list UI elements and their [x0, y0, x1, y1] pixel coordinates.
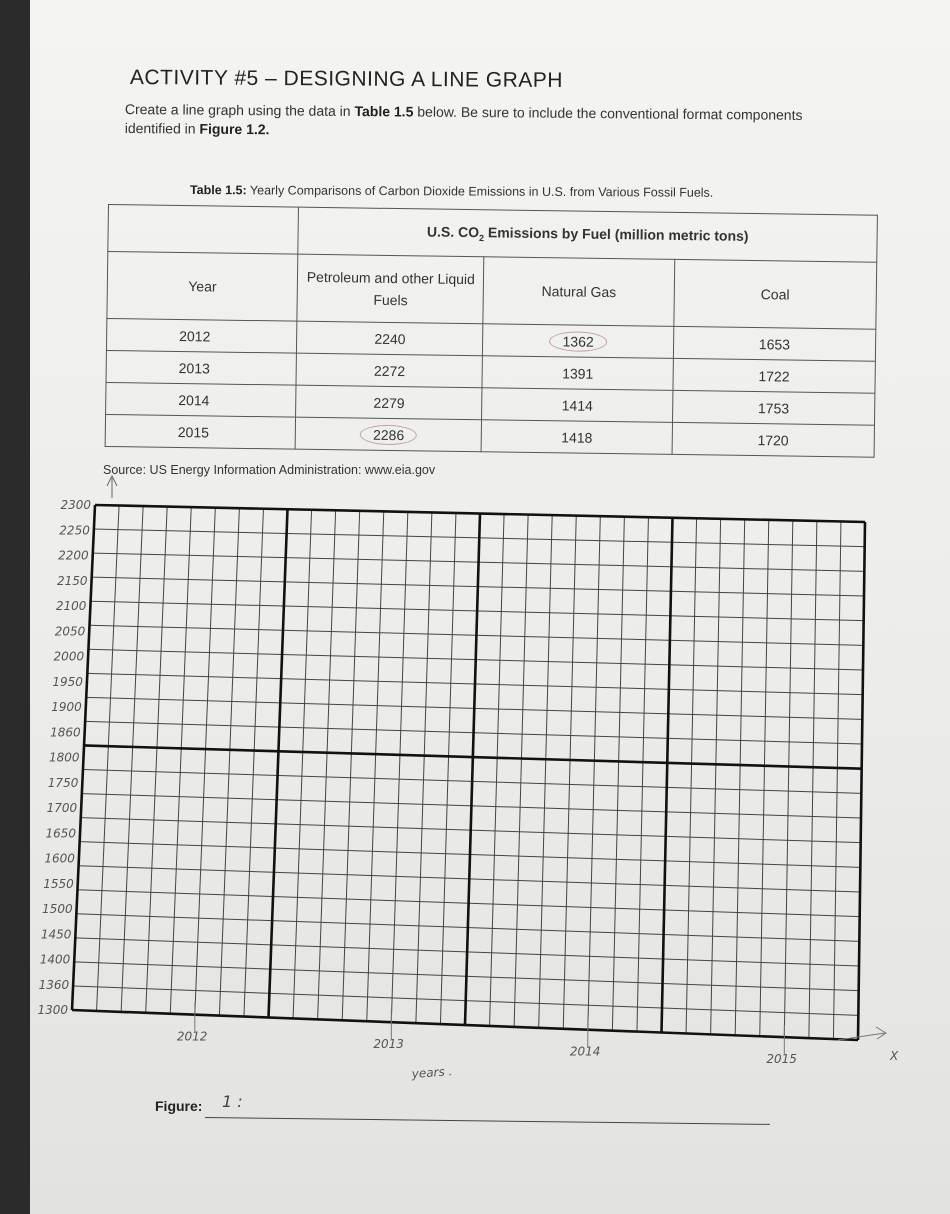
- header-year: Year: [107, 252, 298, 322]
- figure-label: Figure:: [155, 1098, 203, 1114]
- y-axis-label: 1700: [46, 801, 78, 815]
- grid-minor-vertical: [195, 508, 216, 1015]
- table-reference: Table 1.5: [354, 103, 414, 120]
- table-caption-label: Table 1.5:: [189, 183, 247, 198]
- grid-minor-vertical: [244, 509, 264, 1017]
- header-coal: Coal: [674, 259, 877, 329]
- circled-value: 1362: [549, 331, 606, 352]
- cell-petroleum: 2279: [296, 385, 483, 420]
- grid-minor-vertical: [170, 507, 191, 1014]
- y-axis-label: 2000: [53, 649, 85, 664]
- y-axis-label: 1550: [43, 876, 74, 891]
- instructions-text-middle: below. Be sure to include the conventional format components identified in: [124, 103, 803, 137]
- grid-major-vertical: [465, 514, 480, 1026]
- y-axis-label: 1300: [37, 1003, 68, 1017]
- table-caption-text: Yearly Comparisons of Carbon Dioxide Emissions in U.S. from Various Fossil Fuels.: [246, 183, 714, 200]
- grid-minor-vertical: [612, 517, 624, 1031]
- group-header-suffix: Emissions by Fuel (million metric tons): [483, 223, 749, 244]
- grid-minor-vertical: [490, 514, 505, 1026]
- y-axis-label: 2300: [60, 498, 91, 512]
- grid-minor-vertical: [637, 517, 649, 1031]
- figure-number[interactable]: 1 :: [222, 1092, 243, 1111]
- grid-minor-vertical: [711, 519, 721, 1035]
- y-axis-label: 1950: [52, 674, 83, 689]
- grid-minor-vertical: [416, 512, 432, 1023]
- x-axis-symbol: X: [890, 1049, 899, 1063]
- cell-natural-gas: 1418: [482, 420, 673, 455]
- grid-major-vertical: [858, 522, 865, 1040]
- cell-coal: 1720: [672, 422, 875, 457]
- x-axis-title: years .: [411, 1064, 453, 1081]
- x-axis-label: 2015: [766, 1052, 797, 1067]
- grid-minor-vertical: [833, 521, 841, 1039]
- instructions-text-start: Create a line graph using the data in: [124, 100, 355, 120]
- y-axis-label: 2100: [55, 599, 87, 613]
- y-axis-label: 1900: [51, 700, 82, 714]
- cell-year: 2015: [105, 414, 296, 449]
- x-axis-label: 2013: [373, 1037, 404, 1052]
- cell-coal: 1653: [673, 326, 876, 361]
- grid-minor-lines: [73, 506, 865, 1040]
- cell-natural-gas: 1391: [482, 356, 673, 391]
- cell-petroleum: 2272: [296, 353, 483, 388]
- grid-minor-vertical: [563, 516, 576, 1029]
- grid-major-vertical: [269, 509, 288, 1017]
- grid-minor-vertical: [514, 515, 528, 1027]
- grid-minor-vertical: [391, 512, 408, 1022]
- grid-minor-vertical: [219, 508, 239, 1015]
- grid-minor-vertical: [146, 507, 168, 1013]
- co2-subscript: 2: [478, 232, 485, 243]
- grid-minor-vertical: [440, 513, 456, 1024]
- grid-minor-vertical: [760, 520, 769, 1036]
- y-axis-label: 1860: [50, 725, 81, 740]
- grid-minor-vertical: [342, 511, 360, 1020]
- grid-minor-vertical: [809, 521, 817, 1038]
- y-axis-label: 1360: [38, 977, 70, 992]
- y-axis-label: 1400: [39, 952, 71, 967]
- grid-minor-vertical: [735, 519, 745, 1035]
- grid-minor-vertical: [686, 518, 697, 1033]
- y-axis-label: 2200: [58, 548, 89, 563]
- cell-year: 2013: [106, 350, 297, 385]
- cell-year: 2012: [106, 318, 297, 353]
- y-axis-label: 1800: [48, 750, 80, 765]
- y-axis-label: 1750: [47, 775, 79, 790]
- grid-minor-vertical: [97, 506, 120, 1011]
- grid-minor-vertical: [539, 515, 553, 1028]
- grid-minor-vertical: [318, 510, 336, 1019]
- activity-title: ACTIVITY #5 – DESIGNING A LINE GRAPH: [129, 66, 564, 93]
- cell-petroleum: 2240: [297, 321, 484, 356]
- y-axis-label: 1600: [44, 851, 75, 866]
- y-axis-label: 1650: [45, 826, 77, 841]
- grid-minor-vertical: [588, 516, 601, 1030]
- y-axis-label: 1500: [42, 902, 73, 916]
- cell-coal: 1722: [673, 358, 876, 393]
- cell-year: 2014: [106, 382, 297, 417]
- header-petroleum: Petroleum and other Liquid Fuels: [297, 254, 484, 324]
- header-natural-gas: Natural Gas: [483, 257, 674, 327]
- source-note: Source: US Energy Information Administration: www.eia.gov: [103, 463, 436, 477]
- cell-coal: 1753: [672, 390, 875, 425]
- figure-reference: Figure 1.2.: [199, 120, 270, 138]
- y-axis-label: 2250: [59, 523, 90, 538]
- grid-minor-vertical: [121, 506, 143, 1012]
- x-axis-label: 2012: [176, 1029, 208, 1044]
- grid-minor-vertical: [367, 511, 384, 1021]
- grid-major-vertical: [662, 518, 673, 1033]
- y-axis-label: 1450: [40, 927, 72, 942]
- group-header-prefix: U.S. CO: [426, 223, 480, 240]
- grid-minor-vertical: [293, 510, 312, 1019]
- cell-natural-gas: 1414: [482, 388, 673, 423]
- x-axis-label: 2014: [569, 1044, 601, 1059]
- y-axis-label: 2150: [57, 573, 88, 588]
- y-axis-label: 2050: [54, 624, 86, 639]
- grid-minor-vertical: [784, 520, 793, 1037]
- circled-value: 2286: [360, 424, 417, 445]
